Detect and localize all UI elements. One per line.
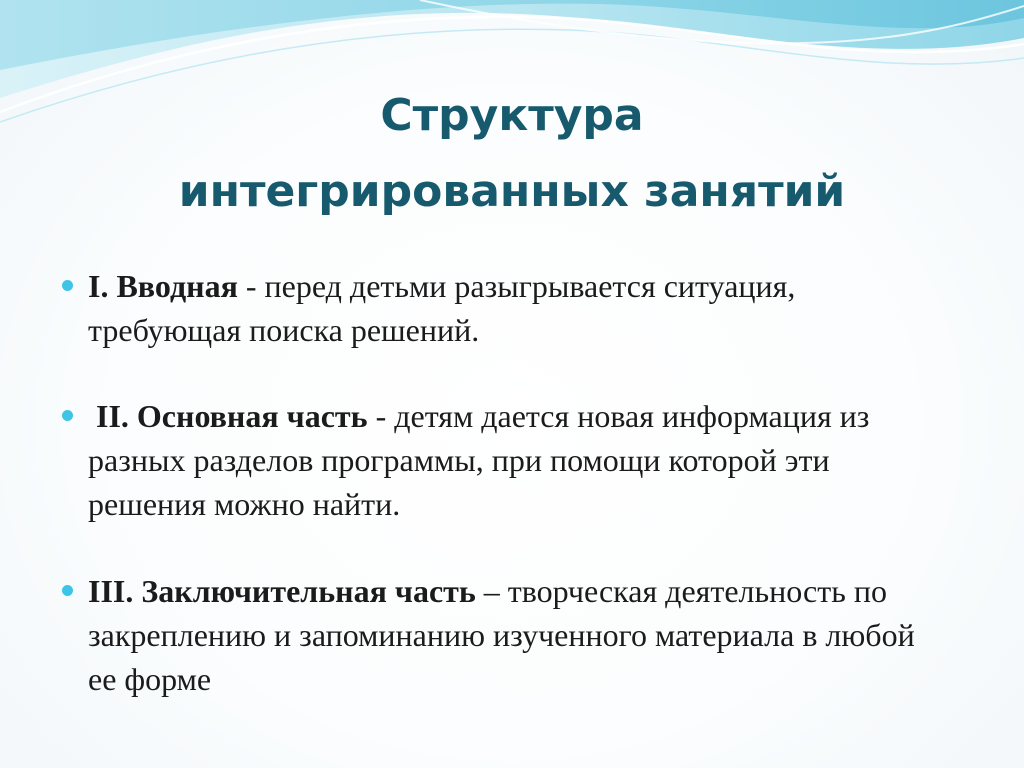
bullet-heading: I. Вводная [88, 268, 238, 304]
bullet-text: - детям дается новая информация из разных разделов программы, при помощи которой эти решения можно найти. [88, 398, 870, 522]
title-line-1: Структура [380, 90, 644, 141]
bullet-icon [62, 280, 73, 291]
bullet-item-final-part [88, 569, 948, 701]
bullet-item-main-part [88, 394, 948, 526]
bullet-icon [62, 410, 73, 421]
bullet-heading: III. Заключительная часть [88, 573, 476, 609]
bullet-heading: II. Основная часть [96, 398, 368, 434]
bullet-text: - перед детьми разыгрывается ситуация, требующая поиска решений. [88, 268, 796, 348]
bullet-icon [62, 585, 73, 596]
bullet-lead [88, 398, 96, 434]
title-line-2: интегрированных занятий [178, 166, 846, 217]
bullet-text: – творческая деятельность по закреплению и запоминанию изученного материала в любой ее форме [88, 573, 915, 697]
bullet-item-introductory [88, 264, 948, 352]
